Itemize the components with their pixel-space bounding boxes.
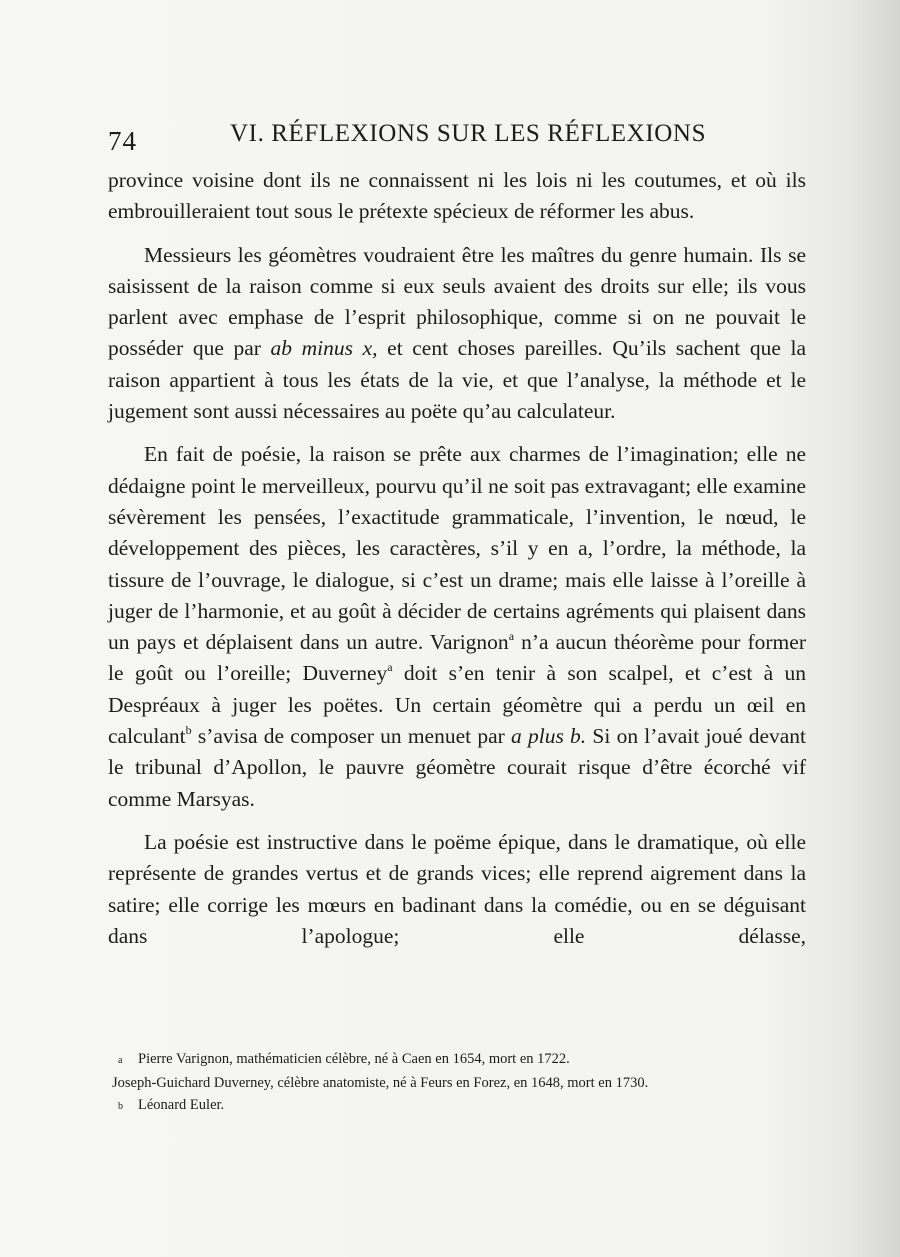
footnote-marker-a: a [118, 1055, 123, 1066]
formula-ab-minus-x: ab minus x, [270, 336, 378, 361]
paragraph-3-text-d: s’avisa de composer un menuet par [191, 724, 512, 749]
paragraph-2-text-a: Messieurs les géomètres voudraient être les maîtres du genre humain. Ils se saisissent de la raison comme si eux seuls avaient des droits sur elle; ils vous parlent avec emphase de l’esprit philosophique, comme si on ne pouvait le posséder que par [108, 242, 806, 361]
formula-a-plus-b: a plus b. [511, 724, 587, 749]
footnotes [112, 1048, 808, 1118]
paragraph-3-text-c: doit s’en tenir à son scalpel, et c’est à un Despréaux à juger les poëtes. Un certain géomètre qui a perdu un œil en calculant [108, 661, 806, 749]
footnote-euler-text: Léonard Euler. [138, 1097, 225, 1113]
paragraph-4-text: La poésie est instructive dans le poëme épique, dans le dramatique, où elle représente de grandes vertus et de grands vices; elle reprend aigrement dans la satire; elle corrige les mœurs en badinant dans la comédie, ou en se déguisant dans l’apologue; elle délasse, [108, 829, 806, 948]
paragraph-2 [108, 240, 806, 428]
footnote-euler [112, 1094, 808, 1118]
footnote-varignon [112, 1048, 808, 1072]
footnote-marker-b: b [118, 1101, 123, 1112]
running-title: VI. RÉFLEXIONS SUR LES RÉFLEXIONS [230, 120, 707, 147]
footnote-duverney-text: Joseph-Guichard Duverney, célèbre anatomiste, né à Feurs en Forez, en 1648, mort en 1730. [112, 1075, 649, 1091]
paragraph-3-text-a: En fait de poésie, la raison se prête aux charmes de l’imagination; elle ne dédaigne point le merveilleux, pourvu qu’il ne soit pas extravagant; elle examine sévèrement les pensées, l’exactitude grammaticale, l’invention, le nœud, le développement des pièces, les caractères, s’il y en a, l’ordre, la méthode, la tissure de l’ouvrage, le dialogue, si c’est un drame; mais elle laisse à l’oreille à juger de l’harmonie, et au goût à décider de certains agréments qui plaisent dans un pays et déplaisent dans un autre. Varignon [108, 442, 806, 655]
paragraph-2-text-b: et cent choses pareilles. Qu’ils sachent que la raison appartient à tous les états de la vie, et que l’analyse, la méthode et le jugement sont aussi nécessaires au poëte qu’au calculateur. [108, 336, 806, 424]
footnote-duverney [112, 1072, 808, 1094]
footnote-ref-varignon: a [508, 629, 515, 644]
footnote-ref-duverney: a [387, 660, 393, 675]
paragraph-1 [108, 165, 806, 228]
page-header [108, 118, 808, 158]
body-text [108, 165, 806, 964]
footnote-varignon-text: Pierre Varignon, mathématicien célèbre, né à Caen en 1654, mort en 1722. [138, 1051, 570, 1067]
page-number: 74 [108, 126, 137, 156]
footnote-ref-euler: b [185, 723, 192, 738]
paragraph-3-text-e: Si on l’avait joué devant le tribunal d’Apollon, le pauvre géomètre courait risque d’être écorché vif comme Marsyas. [108, 724, 806, 811]
paragraph-4 [108, 827, 806, 952]
paragraph-1-text: province voisine dont ils ne connaissent ni les lois ni les coutumes, et où ils embrouilleraient tout sous le prétexte spécieux de réformer les abus. [108, 168, 806, 224]
paragraph-3 [108, 439, 806, 815]
paragraph-3-text-b: n’a aucun théorème pour former le goût ou l’oreille; Duverney [108, 630, 806, 686]
